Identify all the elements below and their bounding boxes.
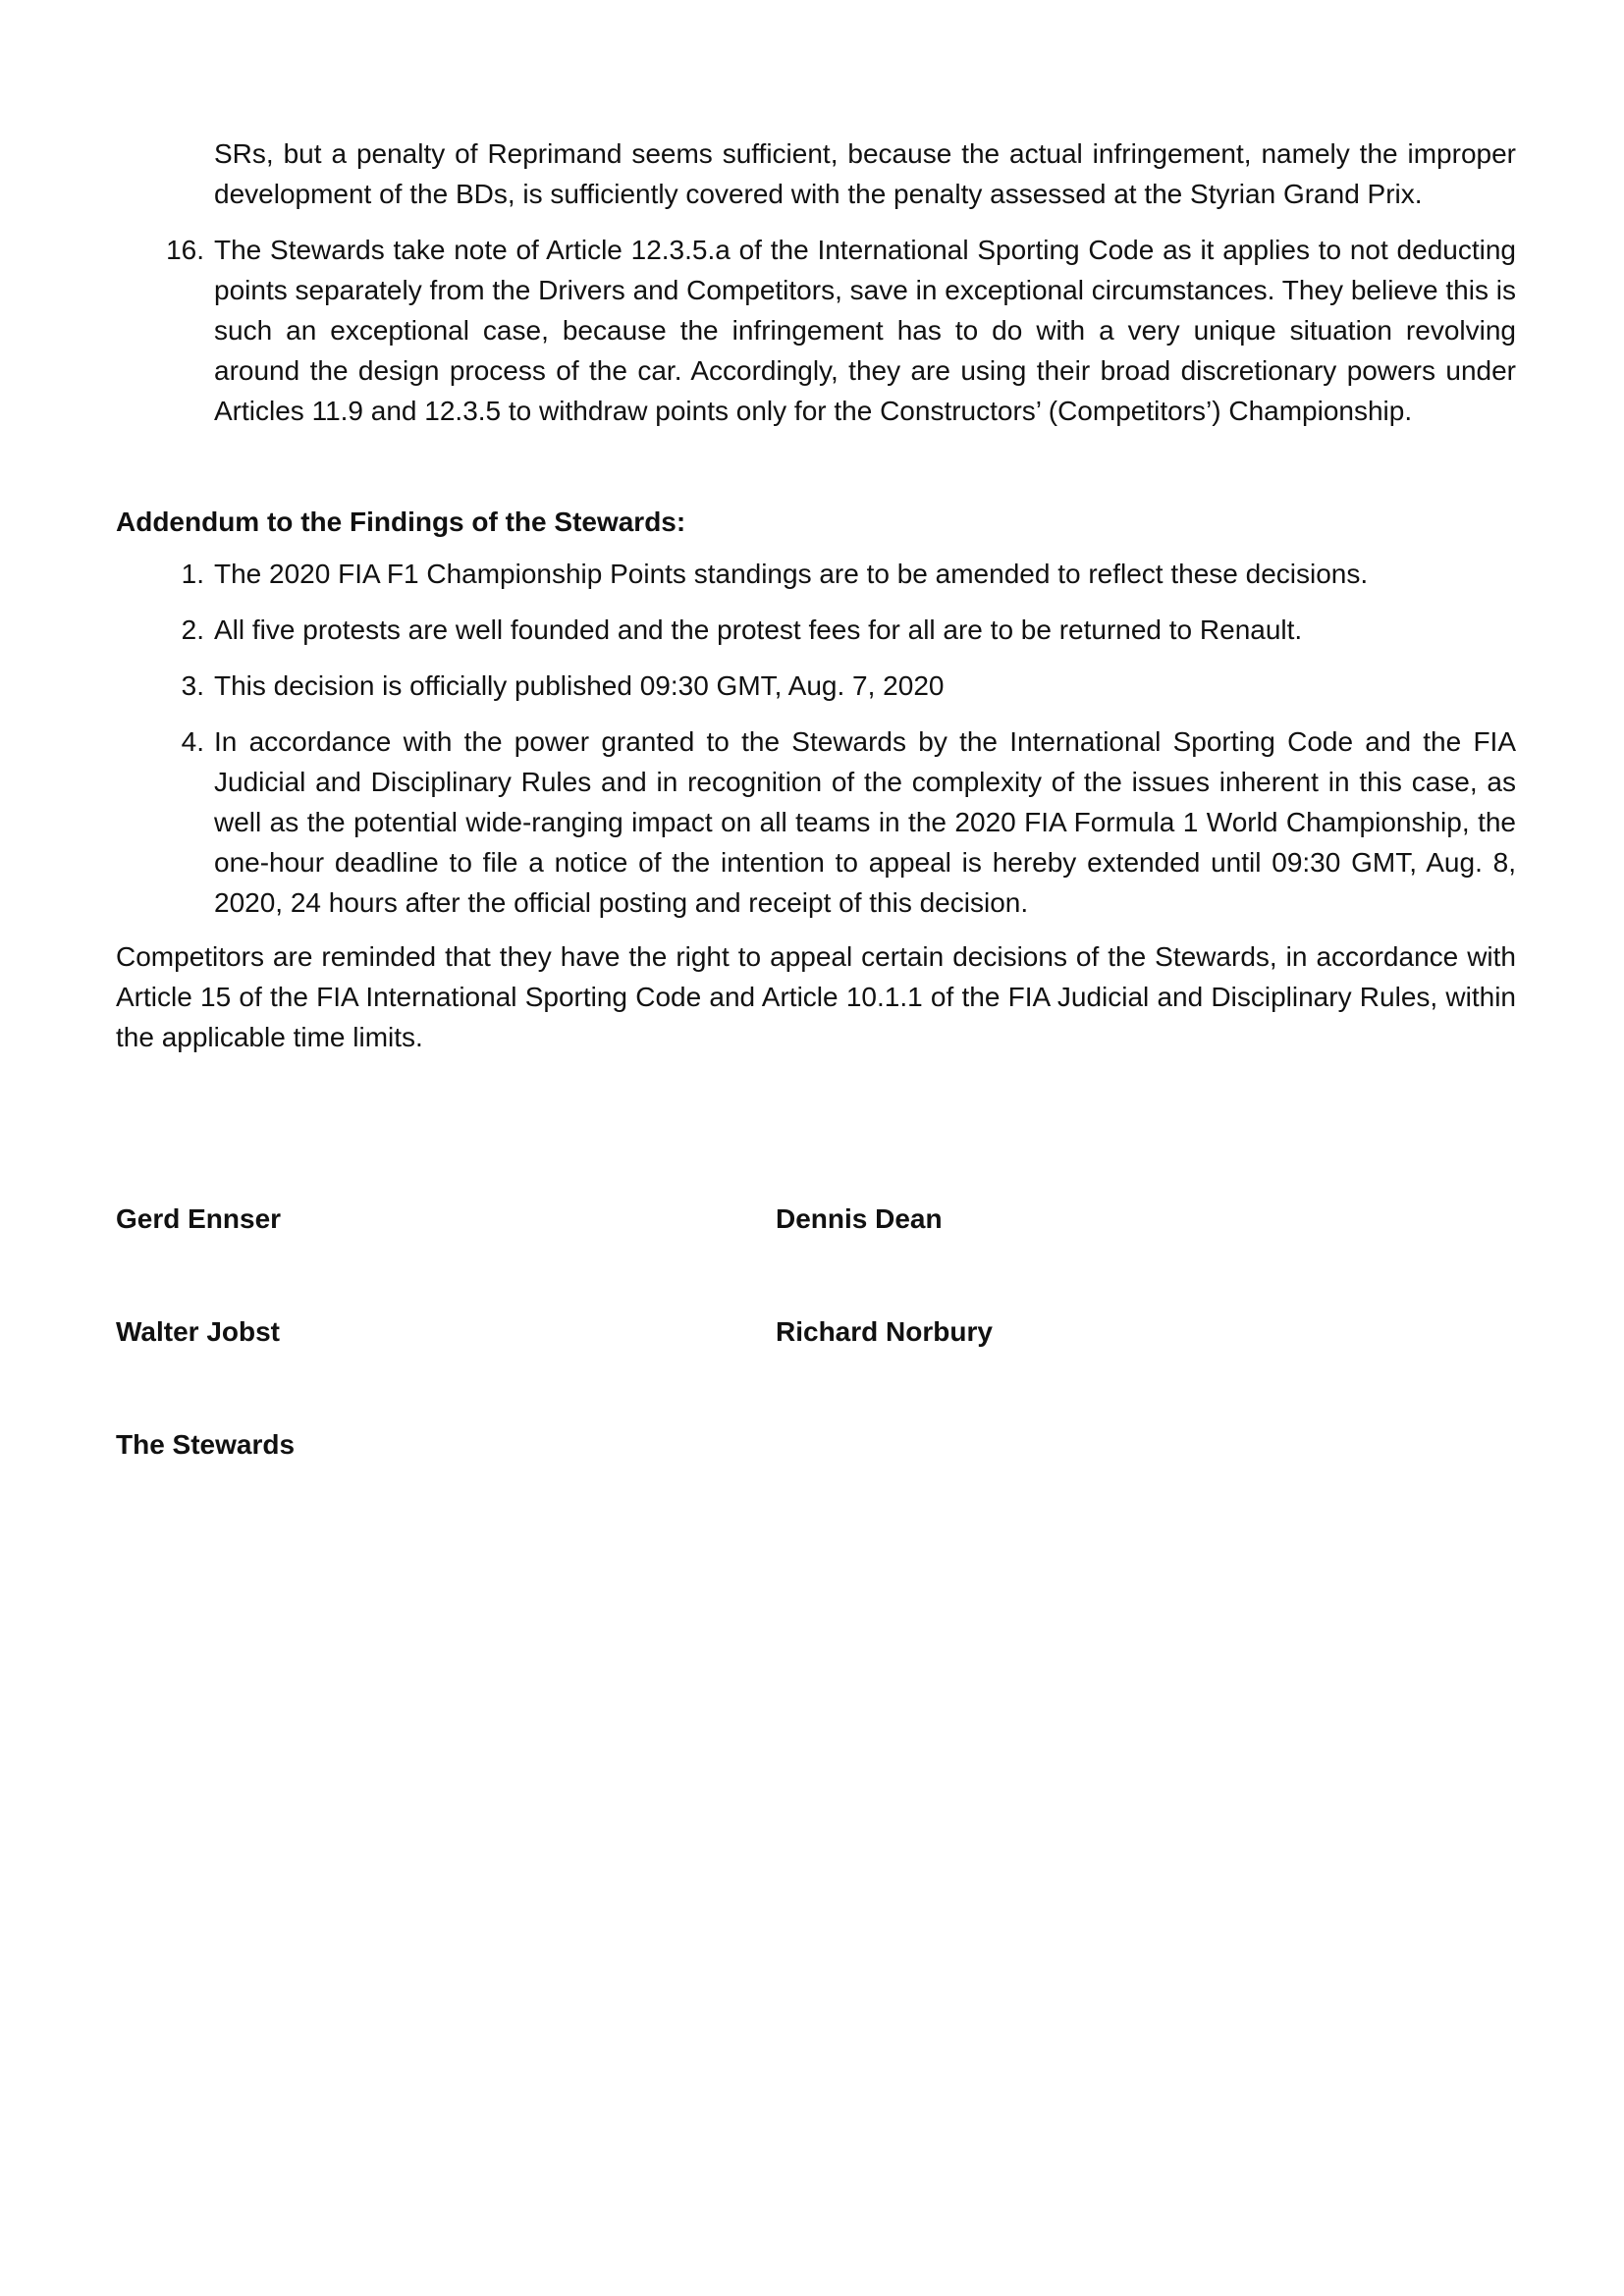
- list-item-text: The Stewards take note of Article 12.3.5.a of the International Sporting Code as it applies to not deducting points separately from the Drivers and Competitors, save in exceptional circumstances. They believe this is such an exceptional case, because the infringement has to do with a very unique situation revolving around the design process of the car. Accordingly, they are using their broad discretionary powers under Articles 11.9 and 12.3.5 to withdraw points only for the Constructors’ (Competitors’) Championship.: [214, 235, 1516, 426]
- steward-name-1: Gerd Ennser: [116, 1203, 282, 1234]
- document-page: [116, 133, 1516, 1465]
- list-item-number: 1.: [181, 559, 204, 589]
- continued-paragraph: SRs, but a penalty of Reprimand seems sufficient, because the actual infringement, namely the improper development of the BDs, is sufficiently covered with the penalty assessed at the Styrian Grand Prix.: [214, 138, 1516, 209]
- list-item-text: In accordance with the power granted to the Stewards by the International Sporting Code and the FIA Judicial and Disciplinary Rules and in recognition of the complexity of the issues inherent in this case, as well as the potential wide-ranging impact on all teams in the 2020 FIA Formula 1 World Championship, the one-hour deadline to file a notice of the intention to appeal is hereby extended until 09:30 GMT, Aug. 8, 2020, 24 hours after the official posting and receipt of this decision.: [214, 726, 1516, 918]
- addendum-item-2: [116, 610, 1516, 650]
- list-item-number: 3.: [181, 670, 204, 701]
- list-item-number: 16.: [166, 235, 204, 265]
- steward-name-4: Richard Norbury: [776, 1316, 993, 1347]
- list-item-text: All five protests are well founded and the protest fees for all are to be returned to Renault.: [214, 614, 1303, 645]
- addendum-item-4: [116, 721, 1516, 923]
- list-item-text: This decision is officially published 09:30 GMT, Aug. 7, 2020: [214, 670, 945, 701]
- signature-block: [116, 1199, 1516, 1465]
- closing-label: The Stewards: [116, 1429, 296, 1460]
- addendum-list: [116, 554, 1516, 923]
- appeal-notice: Competitors are reminded that they have the right to appeal certain decisions of the Stewards, in accordance with Article 15 of the FIA International Sporting Code and Article 10.1.1 of the FIA Judicial and Disciplinary Rules, within the applicable time limits.: [116, 941, 1516, 1052]
- steward-name-3: Walter Jobst: [116, 1316, 280, 1347]
- list-item-text: The 2020 FIA F1 Championship Points standings are to be amended to reflect these decisions.: [214, 559, 1369, 589]
- addendum-item-1: [116, 554, 1516, 594]
- list-item-16: [116, 230, 1516, 431]
- steward-name-2: Dennis Dean: [776, 1203, 943, 1234]
- addendum-heading: Addendum to the Findings of the Stewards:: [116, 507, 686, 537]
- list-item-number: 2.: [181, 614, 204, 645]
- list-item-number: 4.: [181, 726, 204, 757]
- addendum-item-3: [116, 666, 1516, 706]
